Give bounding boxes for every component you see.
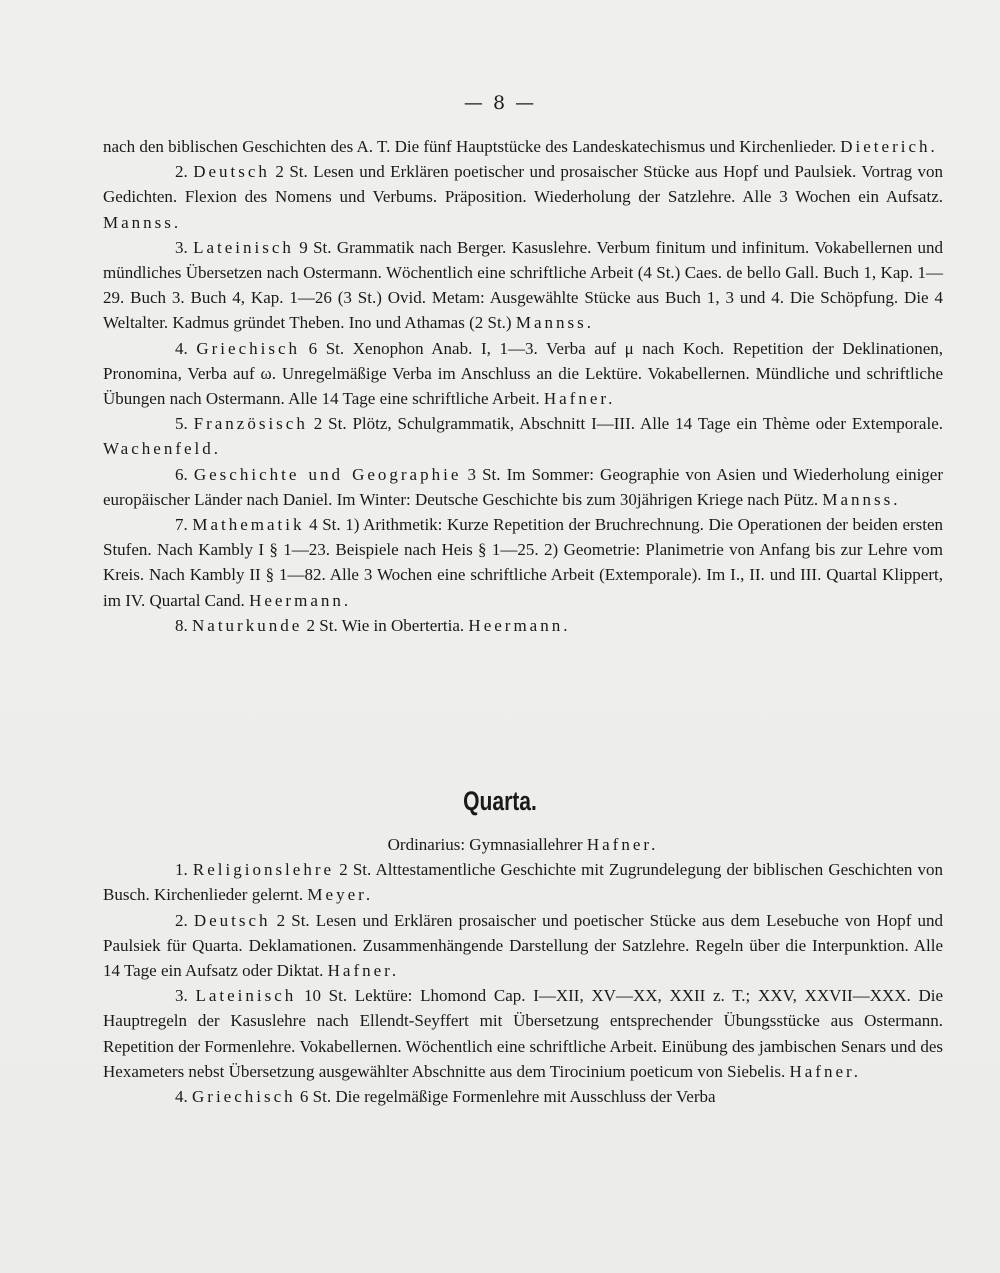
subject-name: Mathematik bbox=[192, 515, 305, 535]
teacher-name: Heermann. bbox=[468, 615, 571, 635]
subject-paragraph bbox=[103, 159, 943, 235]
hours: 2 St. bbox=[306, 615, 338, 635]
paragraph-text: Lesen und Erklären prosaischer und poetischer Stücke aus dem Lesebuche von Hopf und Paulsiek für Quarta. Deklamationen. Zusammenhängende Darstellung der Satzlehre. Regeln über die Interpunktion. Alle 14 Tage ein Aufsatz oder Diktat. bbox=[103, 910, 944, 981]
subject-paragraph bbox=[103, 1084, 943, 1109]
teacher-name: Hafner. bbox=[327, 961, 400, 981]
ordinarius-line bbox=[103, 832, 943, 857]
paragraph-text: 1) Arithmetik: Kurze Repetition der Bruchrechnung. Die Operationen der beiden ersten Stufen. Nach Kambly I § 1—23. Beispiele nach Heis § 1—25. 2) Geometrie: Planimetrie von Anfang bis zur Lehre vom Kreis. Nach Kambly II § 1—82. Alle 3 Wochen eine schriftliche Arbeit (Extemporale). Im I., II. und III. Quartal Klippert, im IV. Quartal Cand. bbox=[103, 515, 944, 610]
teacher-name: Heermann. bbox=[249, 590, 352, 610]
teacher-name: Mannss. bbox=[515, 313, 595, 333]
hours: 6 St. bbox=[299, 1087, 332, 1107]
item-number: 1. bbox=[175, 860, 188, 880]
subject-paragraph bbox=[103, 336, 943, 412]
subject-paragraph bbox=[103, 512, 943, 613]
paragraph-text: Die regelmäßige Formenlehre mit Ausschluss der Verba bbox=[335, 1087, 716, 1107]
hours: 10 St. bbox=[303, 986, 348, 1006]
subject-paragraph bbox=[103, 411, 943, 461]
paragraph-text: Xenophon Anab. I, 1—3. Verba auf μ nach Koch. Repetition der Deklinationen, Pronomina, Verba auf ω. Unregelmäßige Verba im Anschluss an die Lektüre. Vokabellernen. Mündliche und schriftliche Übungen nach Ostermann. Alle 14 Tage eine schriftliche Arbeit. bbox=[103, 338, 943, 409]
hours: 2 St. bbox=[339, 860, 372, 880]
item-number: 7. bbox=[175, 515, 188, 535]
subject-name: Deutsch bbox=[193, 910, 271, 930]
hours: 3 St. bbox=[467, 464, 501, 484]
item-number: 4. bbox=[175, 1087, 188, 1107]
subject-name: Griechisch bbox=[192, 1087, 296, 1107]
item-number: 2. bbox=[175, 162, 188, 182]
subject-name: Religionslehre bbox=[192, 860, 335, 880]
hours: 4 St. bbox=[309, 515, 341, 535]
subject-paragraph bbox=[103, 857, 943, 907]
subject-name: Griechisch bbox=[196, 338, 300, 358]
paragraph-text: Plötz, Schulgrammatik, Abschnitt I—III. Alle 14 Tage ein Thème oder Extemporale. bbox=[352, 414, 943, 434]
hours: 2 St. bbox=[313, 414, 347, 434]
teacher-name: Mannss. bbox=[103, 212, 182, 232]
hours: 2 St. bbox=[275, 162, 308, 182]
paragraph-text: Wie in Obertertia. bbox=[341, 615, 465, 635]
subject-paragraph bbox=[103, 613, 943, 638]
item-number: 3. bbox=[175, 237, 188, 257]
paragraph-text: nach den biblischen Geschichten des A. T. Die fünf Hauptstücke des Landeskatechismus und Kirchenlieder. bbox=[103, 137, 836, 156]
page-number: — 8 — bbox=[463, 92, 537, 114]
section-quarta bbox=[103, 832, 943, 1109]
section-obertertia-continued bbox=[103, 134, 943, 638]
hours: 9 St. bbox=[299, 237, 332, 257]
item-number: 8. bbox=[175, 615, 188, 635]
subject-paragraph bbox=[103, 908, 943, 984]
teacher-name: Dieterich. bbox=[840, 137, 938, 156]
item-number: 6. bbox=[175, 464, 188, 484]
item-number: 4. bbox=[175, 338, 188, 358]
subject-name: Französisch bbox=[193, 414, 308, 434]
paragraph-text: Grammatik nach Berger. Kasuslehre. Verbum finitum und infinitum. Vokabellernen und mündliches Übersetzen nach Ostermann. Wöchentlich eine schriftliche Arbeit (4 St.) Caes. de bello Gall. Buch 1, Kap. 1—29. Buch 3. Buch 4, Kap. 1—26 (3 St.) Ovid. Metam: Ausgewählte Stücke aus Buch 1, 3 und 4. Die Schöpfung. Die 4 Weltalter. Kadmus gründet Theben. Ino und Athamas (2 St.) bbox=[103, 237, 944, 333]
subject-name: Deutsch bbox=[193, 162, 270, 182]
teacher-name: Hafner. bbox=[586, 835, 659, 854]
teacher-name: Hafner. bbox=[789, 1061, 861, 1081]
teacher-name: Wachenfeld. bbox=[103, 439, 221, 459]
paragraph-text: Lesen und Erklären poetischer und prosaischer Stücke aus Hopf und Paulsiek. Vortrag von Gedichten. Flexion des Nomens und Verbums. Präposition. Wiederholung der Satzlehre. Alle 3 Wochen ein Aufsatz. bbox=[103, 162, 944, 207]
paragraph-text: Lektüre: Lhomond Cap. I—XII, XV—XX, XXII z. T.; XXV, XXVII—XXX. Die Hauptregeln der Kasuslehre nach Ellendt-Seyffert mit Übersetzung entsprechender Übungsstücke aus Ostermann. Repetition der Formenlehre. Vokabellernen. Wöchentlich eine schriftliche Arbeit. Einübung des jambischen Senars und des Hexameters nebst Übersetzung ausgewählter Abschnitte aus dem Tirocinium poeticum von Siebelis. bbox=[103, 986, 944, 1081]
teacher-name: Mannss. bbox=[822, 489, 901, 509]
subject-name: Lateinisch bbox=[193, 237, 294, 257]
item-number: 5. bbox=[175, 414, 188, 434]
hours: 6 St. bbox=[308, 338, 345, 358]
intro-paragraph bbox=[103, 134, 943, 159]
subject-name: Geschichte und Geographie bbox=[193, 464, 462, 484]
paragraph-text: Alttestamentliche Geschichte mit Zugrundelegung der biblischen Geschichten von Busch. Kirchenlieder gelernt. bbox=[103, 860, 944, 905]
subject-paragraph bbox=[103, 235, 943, 336]
teacher-name: Hafner. bbox=[543, 389, 616, 409]
subject-name: Lateinisch bbox=[195, 986, 297, 1006]
subject-paragraph bbox=[103, 462, 943, 512]
section-heading-quarta: Quarta. bbox=[463, 786, 537, 816]
teacher-name: Meyer. bbox=[307, 885, 374, 905]
ordinarius-label: Ordinarius: Gymnasiallehrer bbox=[387, 835, 583, 854]
hours: 2 St. bbox=[276, 910, 310, 930]
subject-name: Naturkunde bbox=[192, 615, 303, 635]
item-number: 2. bbox=[175, 910, 188, 930]
item-number: 3. bbox=[175, 986, 188, 1006]
paragraph-text: Im Sommer: Geographie von Asien und Wiederholung einiger europäischer Länder nach Daniel. Im Winter: Deutsche Geschichte bis zum 30jährigen Kriege nach Pütz. bbox=[103, 464, 944, 509]
subject-paragraph bbox=[103, 983, 943, 1084]
